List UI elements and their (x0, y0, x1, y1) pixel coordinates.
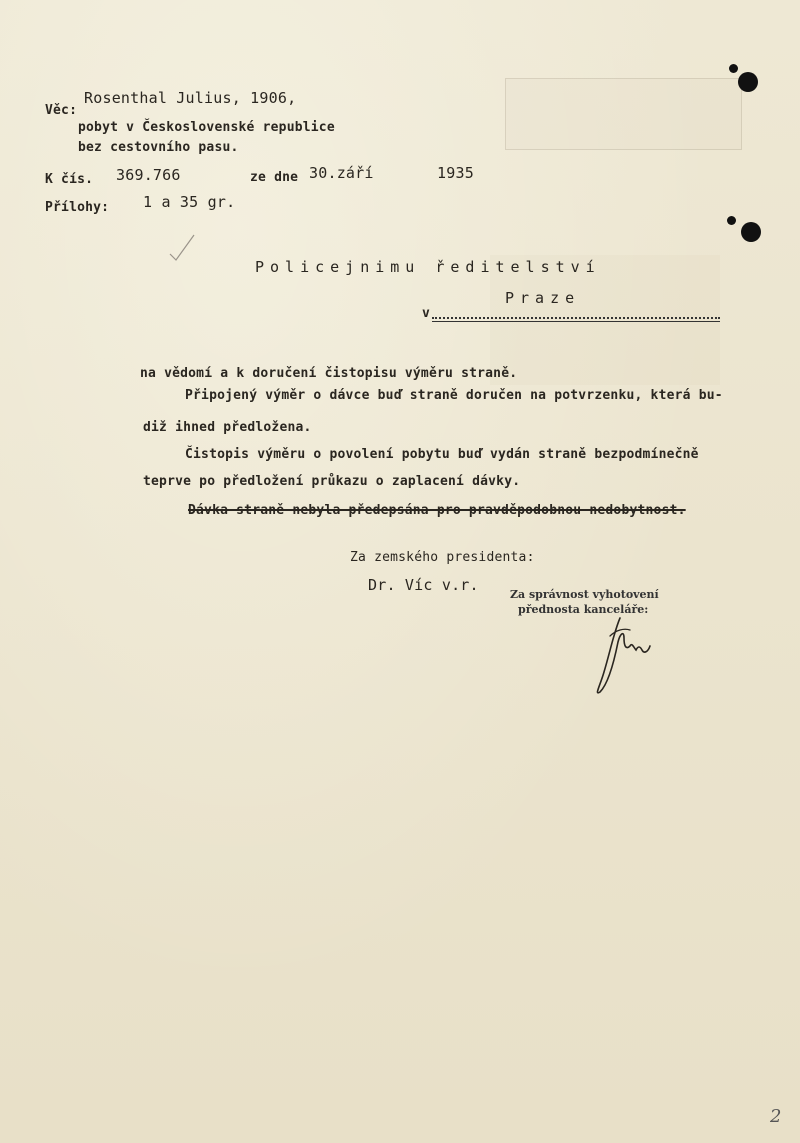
subject-line-3: bez cestovního pasu. (78, 140, 239, 155)
reference-label: K čís. (45, 172, 94, 187)
subject-label: Věc: (45, 103, 78, 118)
body-paragraph-2-line-1: Připojený výměr o dávce buď straně doručen na potvrzenku, která bu- (185, 388, 723, 403)
for-president-line: Za zemského presidenta: (350, 550, 535, 565)
handwritten-signature (590, 612, 660, 702)
page-number: 2 (770, 1106, 782, 1127)
year-value: 1935 (437, 164, 474, 182)
date-label: ze dne (250, 170, 299, 185)
pencil-check-mark (168, 232, 198, 262)
body-paragraph-1: na vědomí a k doručení čistopisu výměru straně. (140, 366, 518, 381)
certification-stamp-line-1: Za správnost vyhotovení (510, 588, 659, 601)
body-paragraph-2-line-2: diž ihned předložena. (143, 420, 312, 435)
addressee-underline (432, 317, 720, 319)
body-paragraph-4-struck: Dávka straně nebyla předepsána pro pravděpodobnou nedobytnost. (188, 503, 686, 518)
punch-hole-top (738, 72, 758, 92)
date-value: 30.září (309, 164, 374, 182)
addressee-line-1: Policejnimu ředitelství (255, 258, 601, 276)
addressee-prefix: v (422, 306, 431, 321)
addressee-line-2: Praze (505, 289, 581, 307)
punch-hole-small-bottom (727, 216, 736, 225)
body-paragraph-3-line-2: teprve po předložení průkazu o zaplacení dávky. (143, 474, 521, 489)
punch-hole-bottom (741, 222, 761, 242)
punch-hole-small-top (729, 64, 738, 73)
signer-name: Dr. Víc v.r. (368, 576, 479, 594)
subject-name: Rosenthal Julius, 1906, (84, 89, 297, 107)
certification-stamp-line-2: přednosta kanceláře: (518, 603, 649, 616)
reference-number: 369.766 (116, 166, 181, 184)
bleed-through-stamp (505, 78, 742, 150)
subject-line-2: pobyt v Československé republice (78, 120, 335, 135)
attachments-value: 1 a 35 gr. (143, 193, 236, 211)
attachments-label: Přílohy: (45, 200, 110, 215)
body-paragraph-3-line-1: Čistopis výměru o povolení pobytu buď vydán straně bezpodmínečně (185, 447, 699, 462)
addressee-underline-2 (432, 321, 720, 322)
